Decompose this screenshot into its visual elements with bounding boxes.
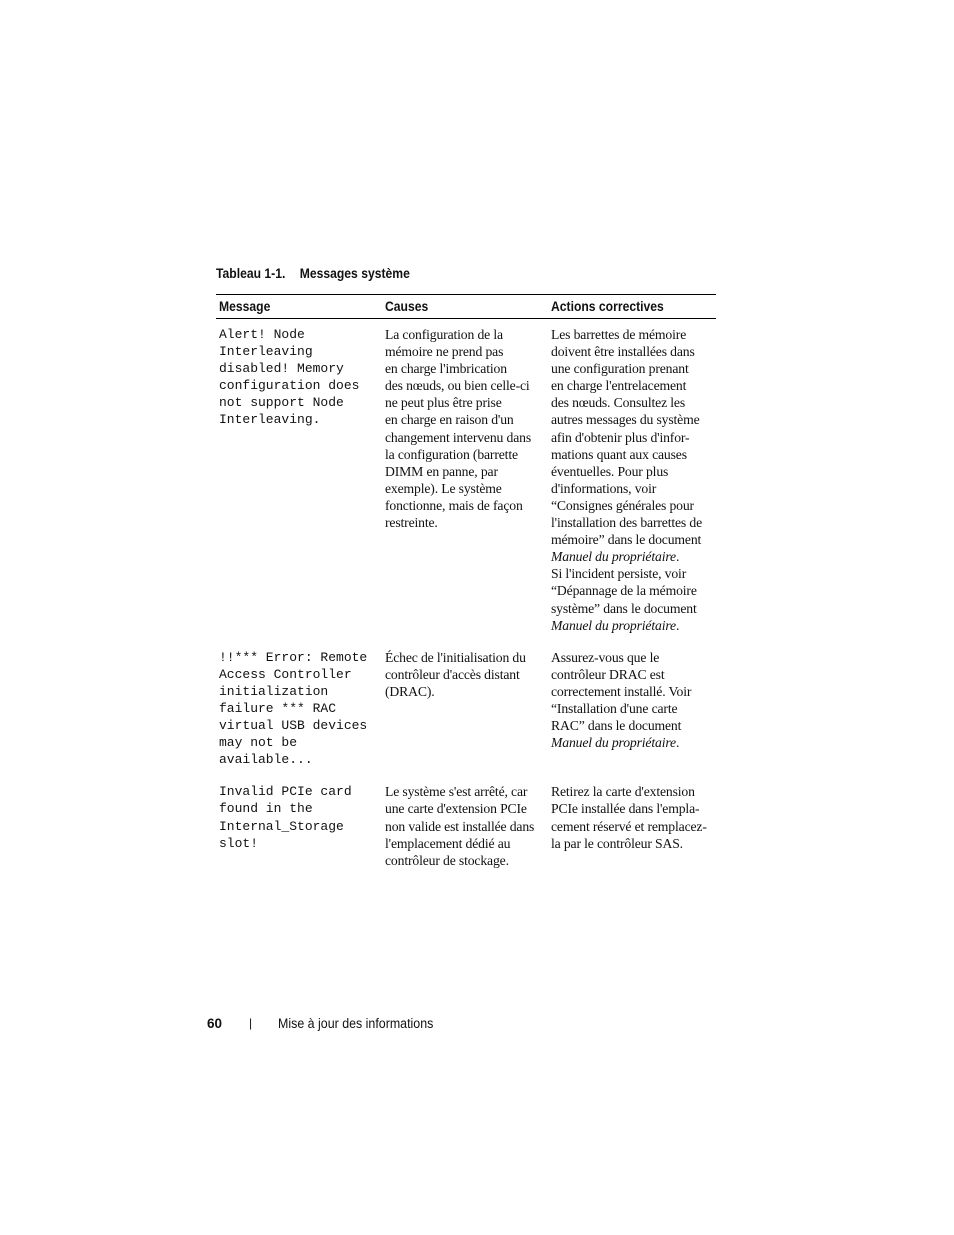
table-caption-label: Tableau 1-1. (216, 266, 286, 281)
message-cell: !!*** Error: Remote Access Controller initialization failure *** RAC virtual USB devices may not be available... (219, 649, 368, 768)
page-number: 60 (207, 1016, 223, 1031)
causes-cell: Le système s'est arrêté, car une carte d'extension PCIe non valide est installée dans l'emplacement dédié au contrôleur de stockage. (385, 784, 535, 868)
manual-reference: Manuel du propriétaire. (551, 617, 680, 633)
causes-cell: Échec de l'initialisation du contrôleur d'accès distant (DRAC). (385, 649, 526, 699)
message-cell: Invalid PCIe card found in the Internal_Storage slot! (219, 784, 352, 851)
causes-cell: La configuration de la mémoire ne prend pas en charge l'imbrication des nœuds, ou bien celle-ci ne peut plus être prise en charge en raison d'un changement intervenu dans la configuration (barrette DIMM en panne, par exemple). Le système fonctionne, mais de façon restreinte. (385, 327, 531, 531)
header-causes: Causes (382, 295, 548, 319)
header-message: Message (216, 295, 382, 319)
footer-title: Mise à jour des informations (278, 1016, 434, 1031)
manual-reference: Manuel du propriétaire. (551, 549, 680, 565)
table-row (216, 776, 716, 876)
footer-separator: | (249, 1016, 253, 1030)
manual-reference: Manuel du propriétaire. (551, 735, 680, 751)
message-cell: Alert! Node Interleaving disabled! Memory configuration does not support Node Interleaving. (219, 327, 360, 428)
table-caption-title: Messages système (299, 266, 410, 281)
actions-cell: Assurez-vous que le contrôleur DRAC est correctement installé. Voir “Installation d'une carte RAC” dans le document Manuel du propriétaire. (548, 642, 716, 777)
system-messages-table (216, 294, 716, 877)
actions-cell: Les barrettes de mémoire doivent être installées dans une configuration prenant en charge l'entrelacement des nœuds. Consultez les autres messages du système afin d'obtenir plus d'infor- mations quant aux causes éventuelles. Pour plus d'informations, voir “Consignes générales pour l'installation des barrettes de mémoire” dans le document Manuel du propriétaire. Si l'incident persiste, voir “Dépannage de la mémoire système” dans le document Manuel du propriétaire. (548, 319, 716, 642)
table-row (216, 319, 716, 642)
header-actions: Actions correctives (548, 295, 716, 319)
table-caption (216, 266, 410, 281)
table-header-row (216, 295, 716, 319)
actions-cell: Retirez la carte d'extension PCIe installée dans l'empla- cement réservé et remplacez- la par le contrôleur SAS. (551, 784, 707, 851)
table-row (216, 642, 716, 777)
